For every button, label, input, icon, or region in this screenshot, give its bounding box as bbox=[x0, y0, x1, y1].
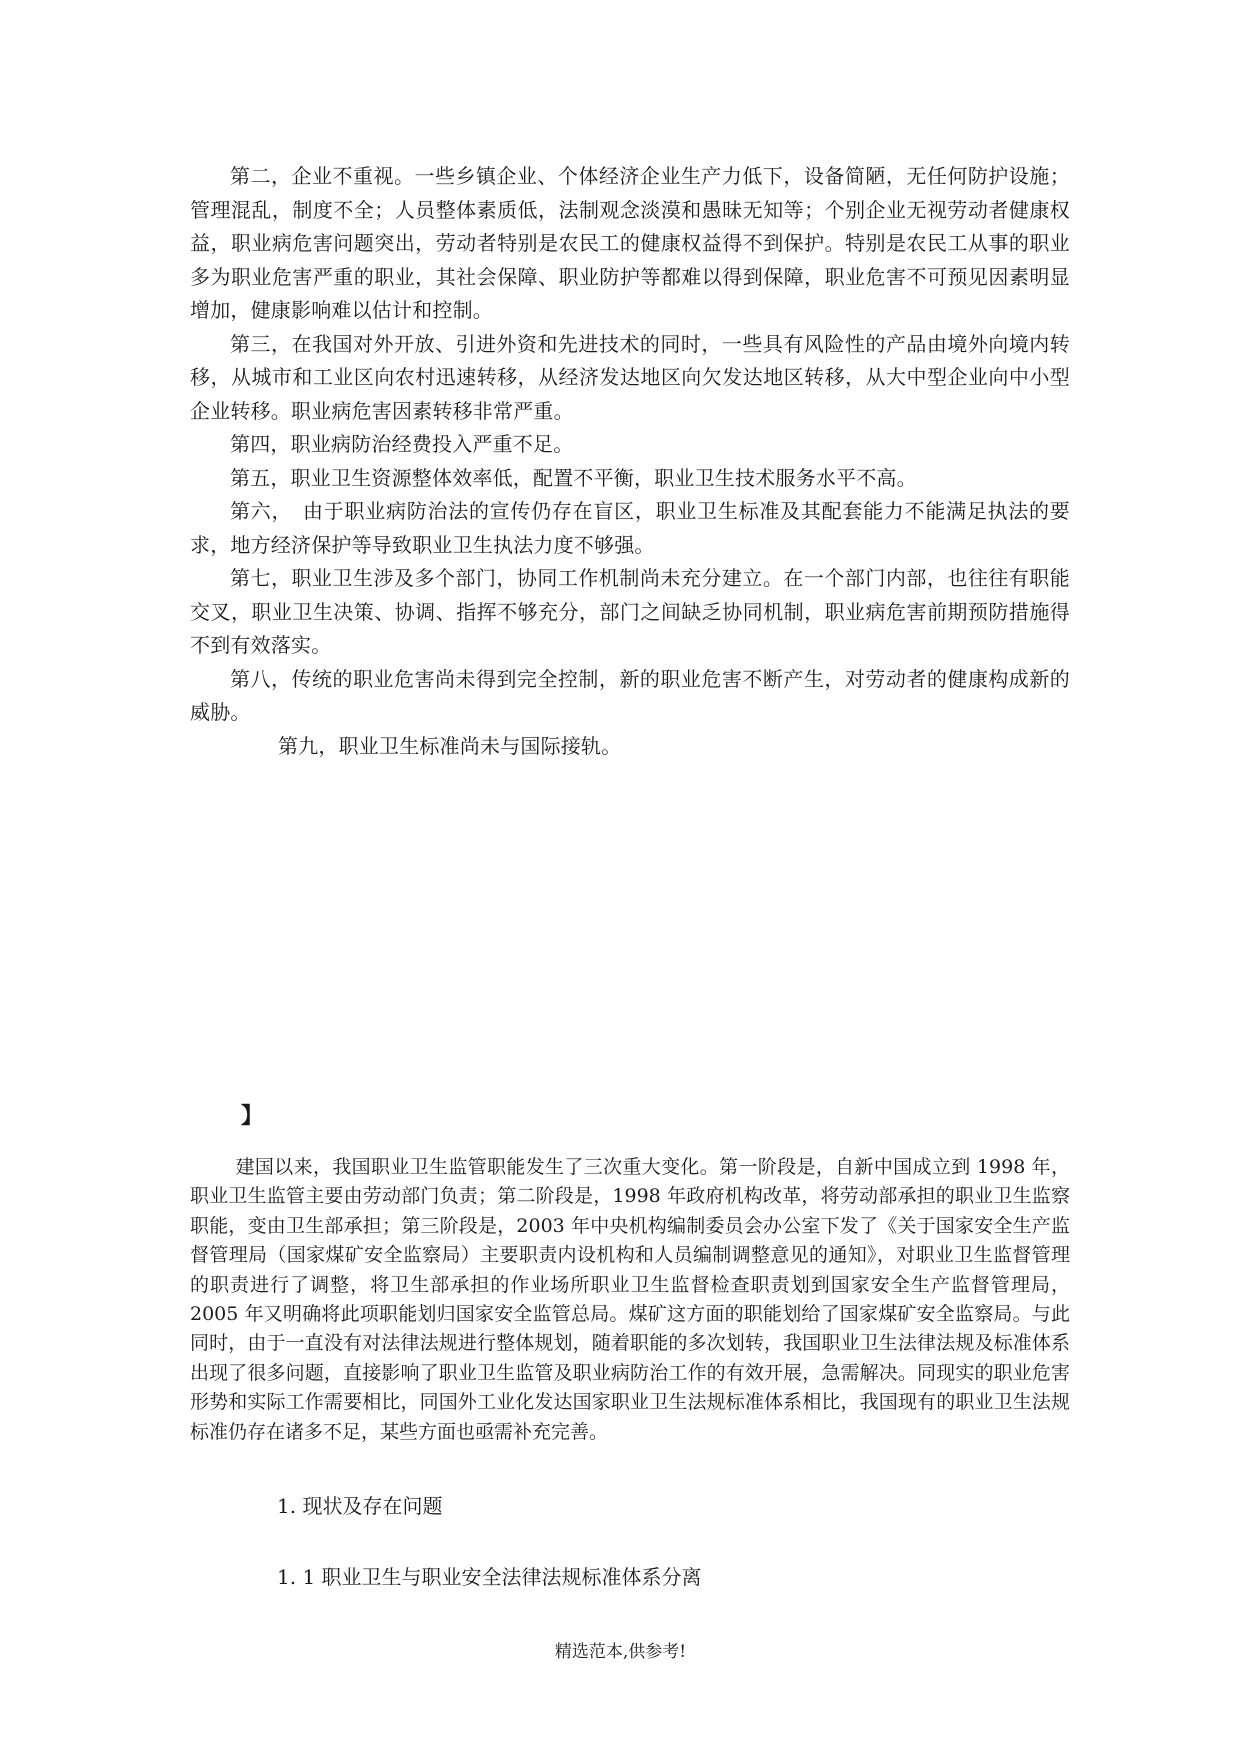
paragraph-third: 第三，在我国对外开放、引进外资和先进技术的同时，一些具有风险性的产品由境外向境内转移，从城市和工业区向农村迅速转移，从经济发达地区向欠发达地区转移，从大中型企业向中小型企业转移。职业病危害因素转移非常严重。 bbox=[190, 331, 1070, 423]
paragraph-seventh: 第七，职业卫生涉及多个部门，协同工作机制尚未充分建立。在一个部门内部，也往往有职能交叉，职业卫生决策、协调、指挥不够充分，部门之间缺乏协同机制，职业病危害前期预防措施得不到有效落实。 bbox=[190, 566, 1070, 657]
paragraph-eighth: 第八，传统的职业危害尚未得到完全控制，新的职业危害不断产生，对劳动者的健康构成新的威胁。 bbox=[190, 666, 1070, 724]
paragraph-fifth: 第五，职业卫生资源整体效率低，配置不平衡，职业卫生技术服务水平不高。 bbox=[230, 465, 917, 490]
paragraph-sixth: 第六， 由于职业病防治法的宣传仍存在盲区，职业卫生标准及其配套能力不能满足执法的要求，地方经济保护等导致职业卫生执法力度不够强。 bbox=[190, 499, 1070, 557]
issues-list-section bbox=[190, 160, 1070, 763]
heading-subsection-1-1: 1. 1 职业卫生与职业安全法律法规标准体系分离 bbox=[277, 1565, 702, 1589]
page-footer: 精选范本,供参考! bbox=[554, 1642, 687, 1662]
history-section bbox=[190, 1153, 1070, 1447]
paragraph-ninth: 第九，职业卫生标准尚未与国际接轨。 bbox=[278, 733, 622, 758]
paragraph-fourth: 第四，职业病防治经费投入严重不足。 bbox=[230, 432, 574, 456]
history-paragraph: 建国以来，我国职业卫生监管职能发生了三次重大变化。第一阶段是，自新中国成立到 1998 年，职业卫生监管主要由劳动部门负责；第二阶段是，1998 年政府机构改革，将劳动部承担的职业卫生监察职能，变由卫生部承担；第三阶段是，2003 年中央机构编制委员会办公室下发了《关于国家安全生产监督管理局（国家煤矿安全监察局）主要职责内设机构和人员编制调整意见的通知》，对职业卫生监督管理的职责进行了调整，将卫生部承担的作业场所职业卫生监督检查职责划到国家安全生产监督管理局，2005 年又明确将此项职能划归国家安全监管总局。煤矿这方面的职能划给了国家煤矿安全监察局。与此同时，由于一直没有对法律法规进行整体规划，随着职能的多次划转，我国职业卫生法律法规及标准体系出现了很多问题，直接影响了职业卫生监管及职业病防治工作的有效开展，急需解决。同现实的职业危害形势和实际工作需要相比，同国外工业化发达国家职业卫生法规标准体系相比，我国现有的职业卫生法规标准仍存在诸多不足，某些方面也亟需补充完善。 bbox=[190, 1156, 1070, 1443]
heading-status-and-problems: 1. 现状及存在问题 bbox=[277, 1494, 443, 1518]
bracket-mark: 】 bbox=[241, 1103, 264, 1129]
paragraph-second: 第二，企业不重视。一些乡镇企业、个体经济企业生产力低下，设备简陋，无任何防护设施；管理混乱，制度不全；人员整体素质低，法制观念淡漠和愚昧无知等；个别企业无视劳动者健康权益，职业病危害问题突出，劳动者特别是农民工的健康权益得不到保护。特别是农民工从事的职业多为职业危害严重的职业，其社会保障、职业防护等都难以得到保障，职业危害不可预见因素明显增加，健康影响难以估计和控制。 bbox=[190, 164, 1070, 322]
